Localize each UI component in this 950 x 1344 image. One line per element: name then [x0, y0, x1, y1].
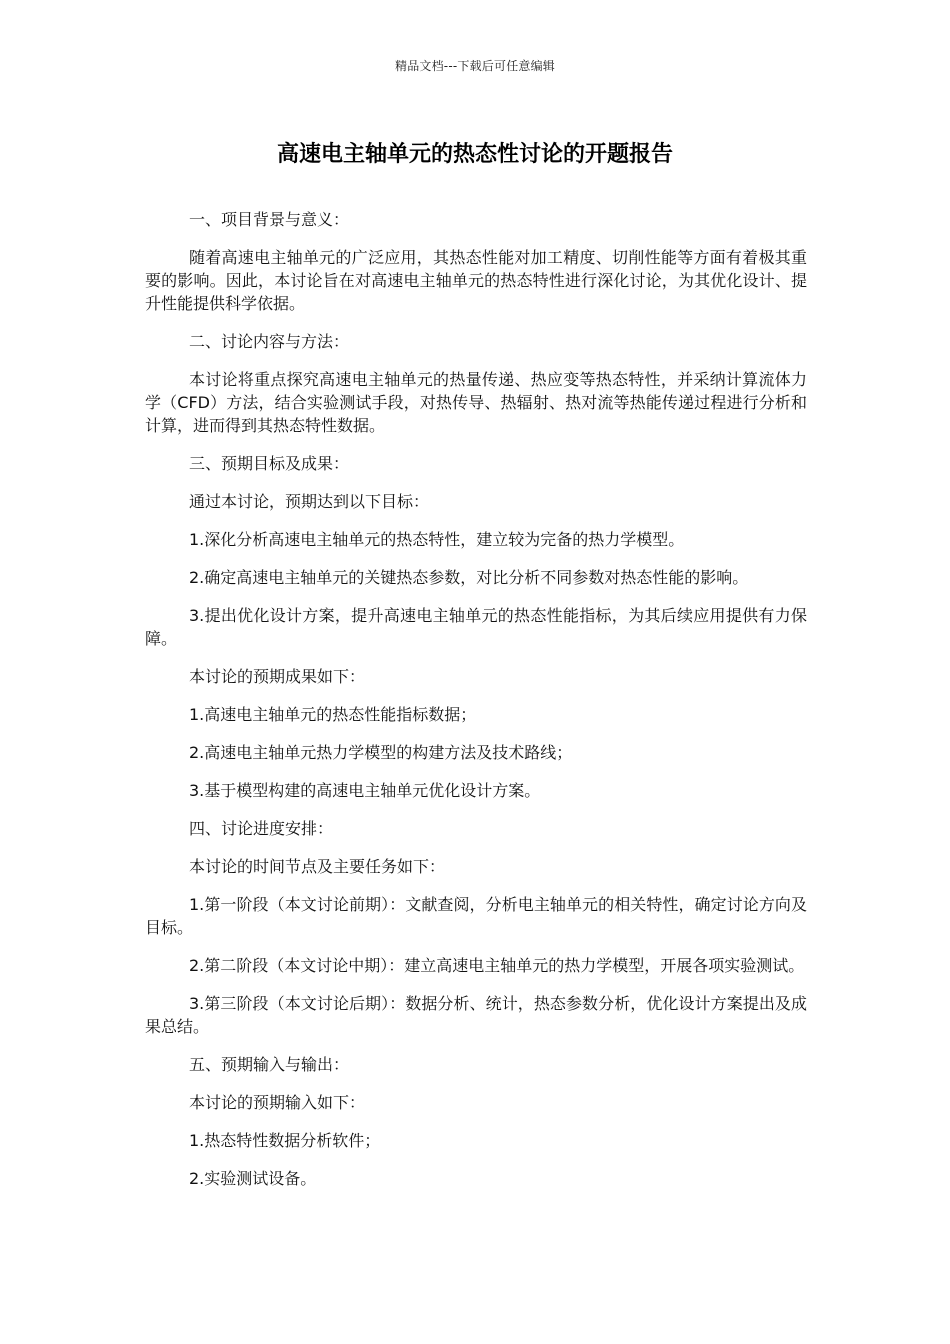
- paragraph-schedule-intro: 本讨论的时间节点及主要任务如下：: [189, 857, 446, 876]
- paragraph-goals-intro: 通过本讨论，预期达到以下目标：: [189, 492, 430, 511]
- paragraph-content-method: 本讨论将重点探究高速电主轴单元的热量传递、热应变等热态特性，并采纳计算流体力学（CFD）方法，结合实验测试手段，对热传导、热辐射、热对流等热能传递过程进行分析和计算，进而得到其热态特性数据。: [145, 370, 807, 435]
- list-item-result-2: 2.高速电主轴单元热力学模型的构建方法及技术路线；: [189, 743, 573, 762]
- list-item-stage-3: 3.第三阶段（本文讨论后期）：数据分析、统计，热态参数分析，优化设计方案提出及成果总结。: [145, 994, 807, 1036]
- list-item-input-2: 2.实验测试设备。: [189, 1169, 317, 1188]
- list-item-result-3: 3.基于模型构建的高速电主轴单元优化设计方案。: [189, 781, 541, 800]
- list-item-goal-2: 2.确定高速电主轴单元的关键热态参数，对比分析不同参数对热态性能的影响。: [189, 568, 749, 587]
- document-body: [145, 208, 807, 1205]
- paragraph-results-intro: 本讨论的预期成果如下：: [189, 667, 366, 686]
- list-item-input-1: 1.热态特性数据分析软件；: [189, 1131, 381, 1150]
- paragraph-background: 随着高速电主轴单元的广泛应用，其热态性能对加工精度、切削性能等方面有着极其重要的影响。因此，本讨论旨在对高速电主轴单元的热态特性进行深化讨论，为其优化设计、提升性能提供科学依据。: [145, 248, 807, 313]
- list-item-goal-3: 3.提出优化设计方案，提升高速电主轴单元的热态性能指标，为其后续应用提供有力保障。: [145, 606, 807, 648]
- document-title: 高速电主轴单元的热态性讨论的开题报告: [276, 142, 673, 167]
- section-heading-schedule: 四、讨论进度安排：: [189, 819, 334, 838]
- header-note: 精品文档---下载后可任意编辑: [395, 59, 555, 73]
- section-heading-background: 一、项目背景与意义：: [189, 210, 350, 229]
- list-item-goal-1: 1.深化分析高速电主轴单元的热态特性，建立较为完备的热力学模型。: [189, 530, 685, 549]
- list-item-stage-2: 2.第二阶段（本文讨论中期）：建立高速电主轴单元的热力学模型，开展各项实验测试。: [189, 956, 805, 975]
- section-heading-io: 五、预期输入与输出：: [189, 1055, 350, 1074]
- list-item-result-1: 1.高速电主轴单元的热态性能指标数据；: [189, 705, 477, 724]
- section-heading-content-method: 二、讨论内容与方法：: [189, 332, 350, 351]
- section-heading-goals: 三、预期目标及成果：: [189, 454, 350, 473]
- paragraph-input-intro: 本讨论的预期输入如下：: [189, 1093, 366, 1112]
- list-item-stage-1: 1.第一阶段（本文讨论前期）：文献查阅，分析电主轴单元的相关特性，确定讨论方向及目标。: [145, 895, 807, 937]
